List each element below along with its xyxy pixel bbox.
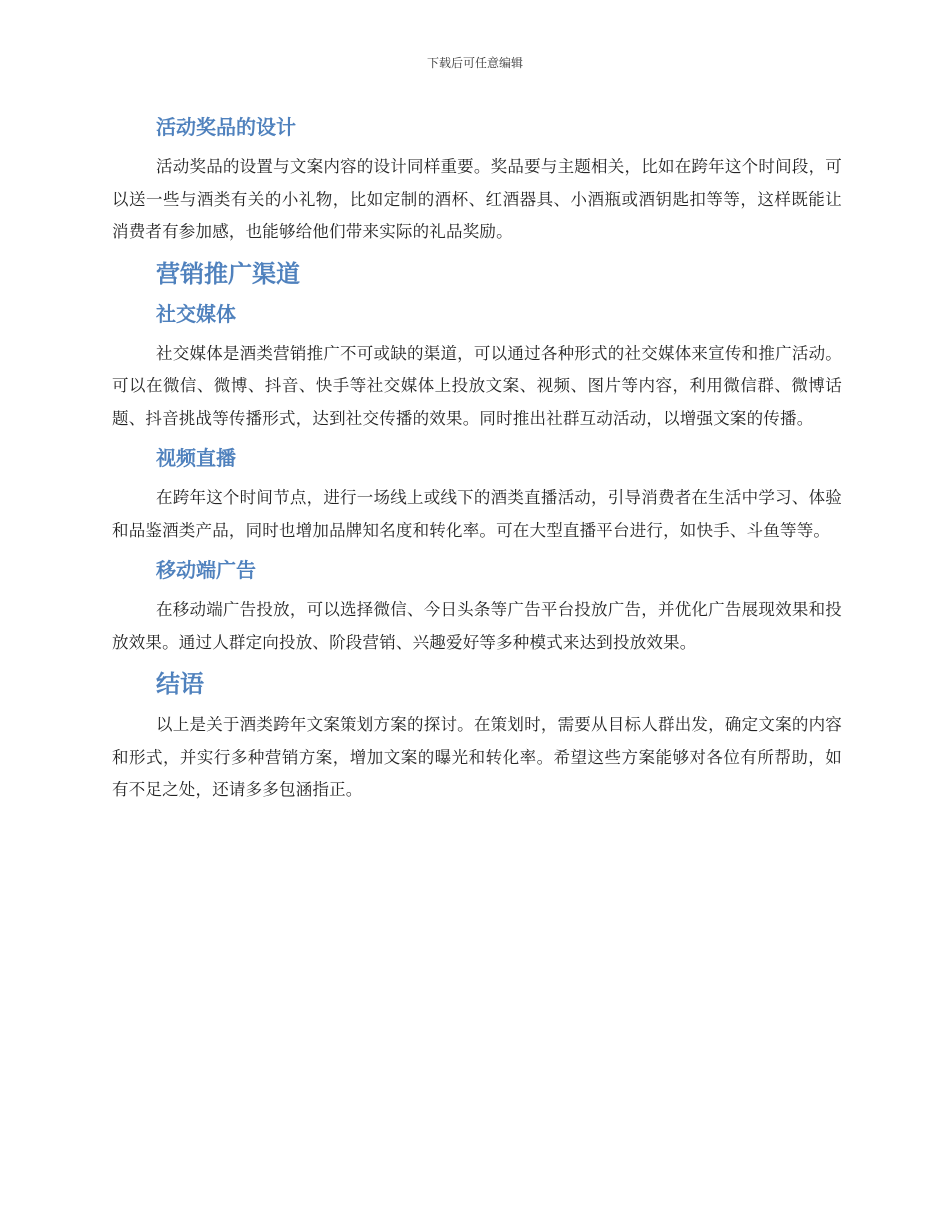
document-body [112, 104, 842, 811]
paragraph-live-video: 在跨年这个时间节点，进行一场线上或线下的酒类直播活动，引导消费者在生活中学习、体验和品鉴酒类产品，同时也增加品牌知名度和转化率。可在大型直播平台进行，如快手、斗鱼等等。 [112, 488, 842, 540]
paragraph-prize-design: 活动奖品的设置与文案内容的设计同样重要。奖品要与主题相关，比如在跨年这个时间段，可以送一些与酒类有关的小礼物，比如定制的酒杯、红酒器具、小酒瓶或酒钥匙扣等等，这样既能让消费者有参加感，也能够给他们带来实际的礼品奖励。 [112, 157, 842, 241]
heading-social-media: 社交媒体 [156, 301, 236, 326]
paragraph-conclusion: 以上是关于酒类跨年文案策划方案的探讨。在策划时，需要从目标人群出发，确定文案的内容和形式，并实行多种营销方案，增加文案的曝光和转化率。希望这些方案能够对各位有所帮助，如有不足之处，还请多多包涵指正。 [112, 715, 842, 799]
heading-conclusion: 结语 [156, 670, 204, 698]
heading-prize-design: 活动奖品的设计 [156, 115, 296, 139]
page-header: 下载后可任意编辑 [426, 56, 523, 70]
paragraph-social-media: 社交媒体是酒类营销推广不可或缺的渠道，可以通过各种形式的社交媒体来宣传和推广活动。可以在微信、微博、抖音、快手等社交媒体上投放文案、视频、图片等内容，利用微信群、微博话题、抖音挑战等传播形式，达到社交传播的效果。同时推出社群互动活动，以增强文案的传播。 [112, 343, 842, 428]
paragraph-mobile-ads: 在移动端广告投放，可以选择微信、今日头条等广告平台投放广告，并优化广告展现效果和投放效果。通过人群定向投放、阶段营销、兴趣爱好等多种模式来达到投放效果。 [112, 600, 842, 652]
heading-mobile-ads: 移动端广告 [156, 558, 256, 582]
heading-live-video: 视频直播 [156, 446, 236, 470]
heading-marketing-channels: 营销推广渠道 [156, 259, 300, 288]
